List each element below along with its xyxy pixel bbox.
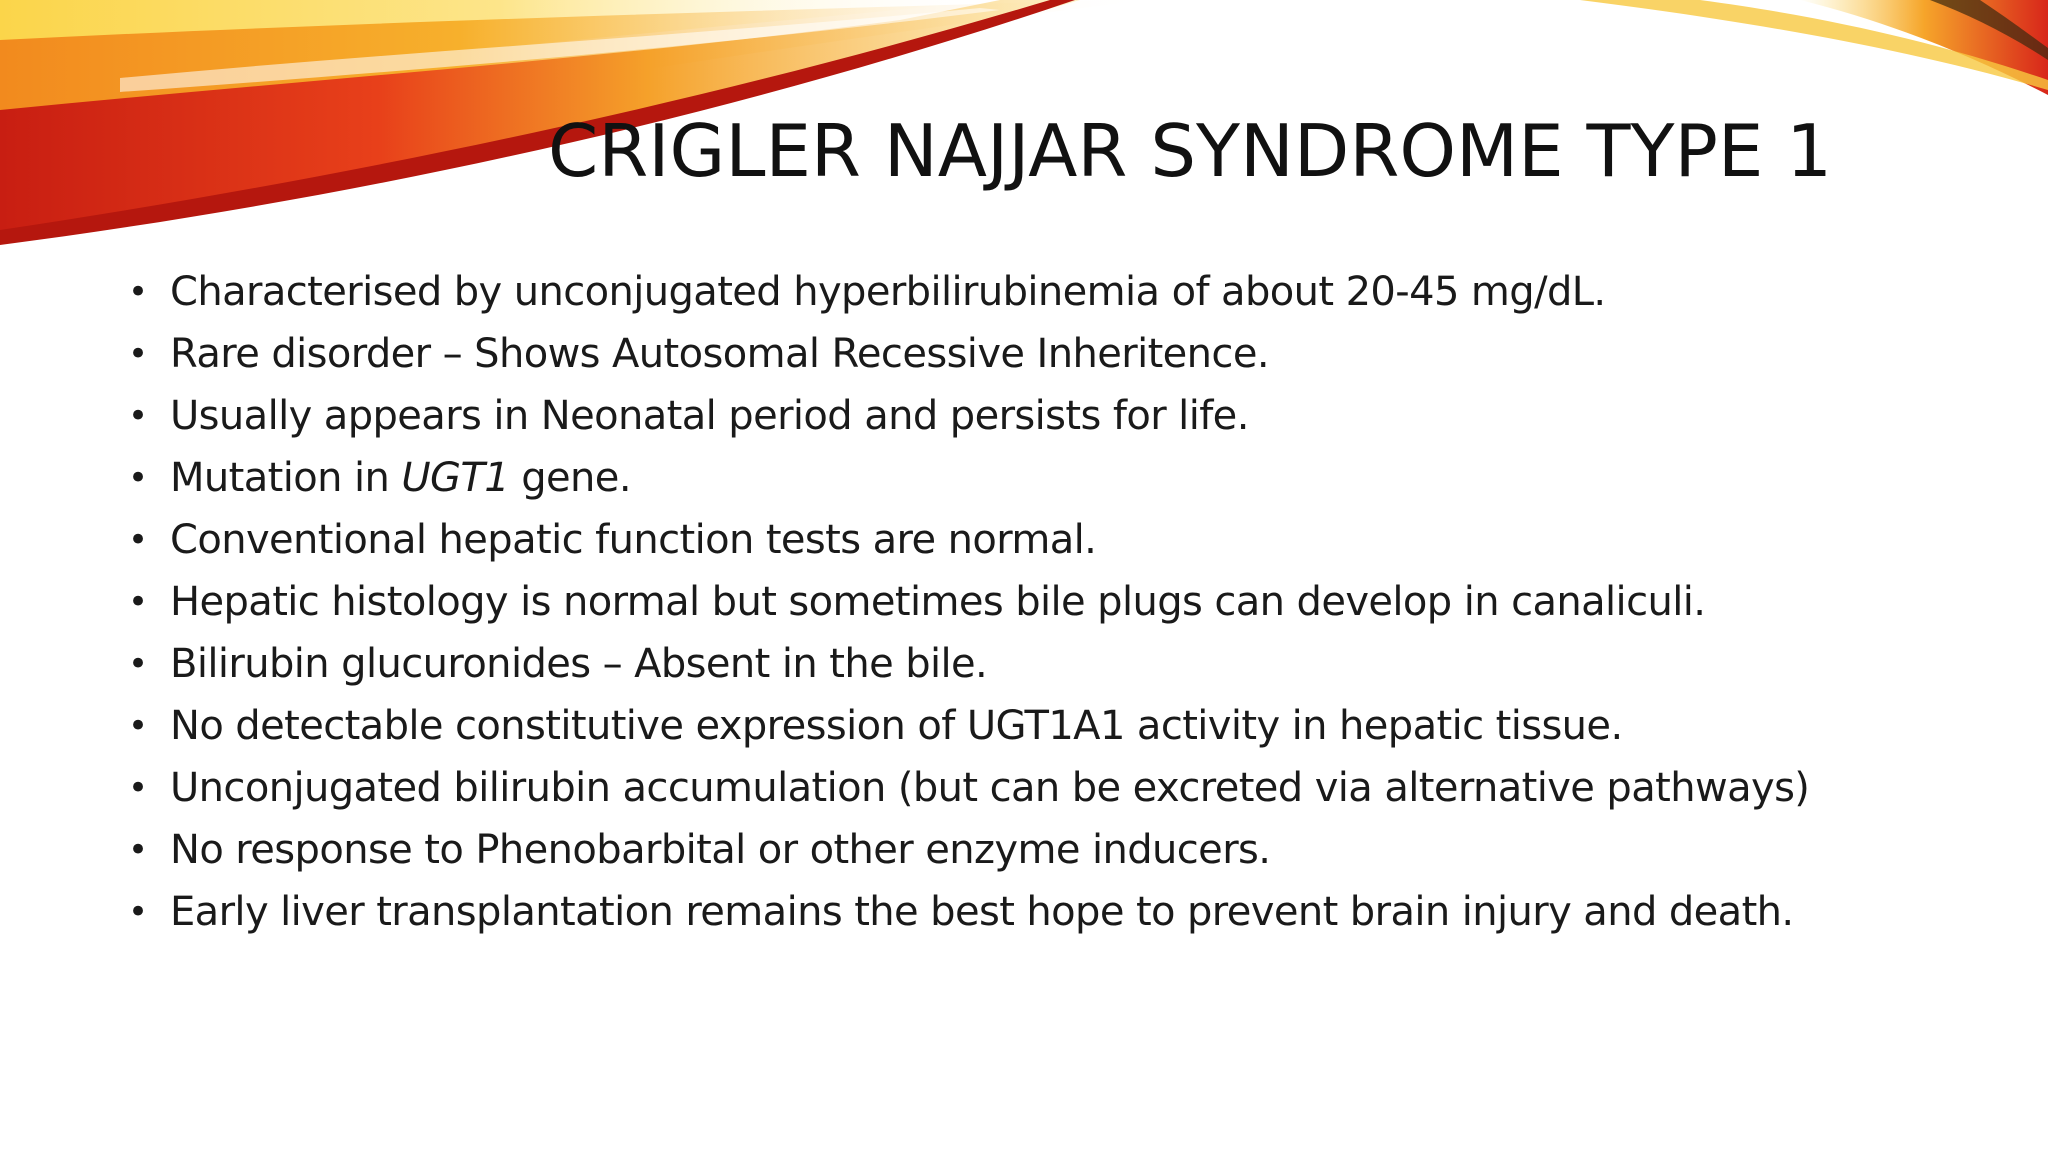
bullet-marker: •: [128, 830, 148, 870]
bullet-text: Conventional hepatic function tests are normal.: [170, 517, 1097, 563]
bullet-item: [122, 393, 1922, 439]
bullet-text: Unconjugated bilirubin accumulation (but can be excreted via alternative pathways): [170, 765, 1810, 811]
bullet-marker: •: [128, 334, 148, 374]
bullet-item: [122, 517, 1922, 563]
bullet-marker: •: [128, 706, 148, 746]
bullet-item: [122, 269, 1922, 315]
bullet-item: [122, 331, 1922, 377]
bullet-text: Hepatic histology is normal but sometimes bile plugs can develop in canaliculi.: [170, 579, 1706, 625]
bullet-item: [122, 703, 1922, 749]
bullet-text: Characterised by unconjugated hyperbilirubinemia of about 20-45 mg/dL.: [170, 269, 1606, 315]
bullet-marker: •: [128, 396, 148, 436]
gene-name: UGT1: [401, 455, 510, 501]
bullet-item: [122, 579, 1922, 625]
bullet-item: [122, 641, 1922, 687]
bullet-marker: •: [128, 644, 148, 684]
bullet-item: [122, 765, 1830, 811]
bullet-item: [122, 827, 1922, 873]
bullet-text: Rare disorder – Shows Autosomal Recessive Inheritence.: [170, 331, 1269, 377]
bullet-text-prefix: Mutation in: [170, 455, 402, 501]
bullet-text: No response to Phenobarbital or other enzyme inducers.: [170, 827, 1271, 873]
bullet-text: Usually appears in Neonatal period and persists for life.: [170, 393, 1249, 439]
bullet-text-suffix: gene.: [509, 455, 631, 501]
bullet-text: No detectable constitutive expression of UGT1A1 activity in hepatic tissue.: [170, 703, 1623, 749]
bullet-list: [122, 269, 1922, 954]
bullet-text: Bilirubin glucuronides – Absent in the bile.: [170, 641, 988, 687]
bullet-text: Early liver transplantation remains the best hope to prevent brain injury and death.: [170, 889, 1794, 935]
bullet-marker: •: [128, 768, 148, 808]
bullet-marker: •: [128, 892, 148, 932]
bullet-marker: •: [128, 520, 148, 560]
bullet-item: [122, 455, 1922, 501]
bullet-marker: •: [128, 458, 148, 498]
bullet-item: [122, 889, 1922, 935]
bullet-marker: •: [128, 582, 148, 622]
bullet-marker: •: [128, 272, 148, 312]
slide-title: CRIGLER NAJJAR SYNDROME TYPE 1: [548, 109, 1833, 193]
